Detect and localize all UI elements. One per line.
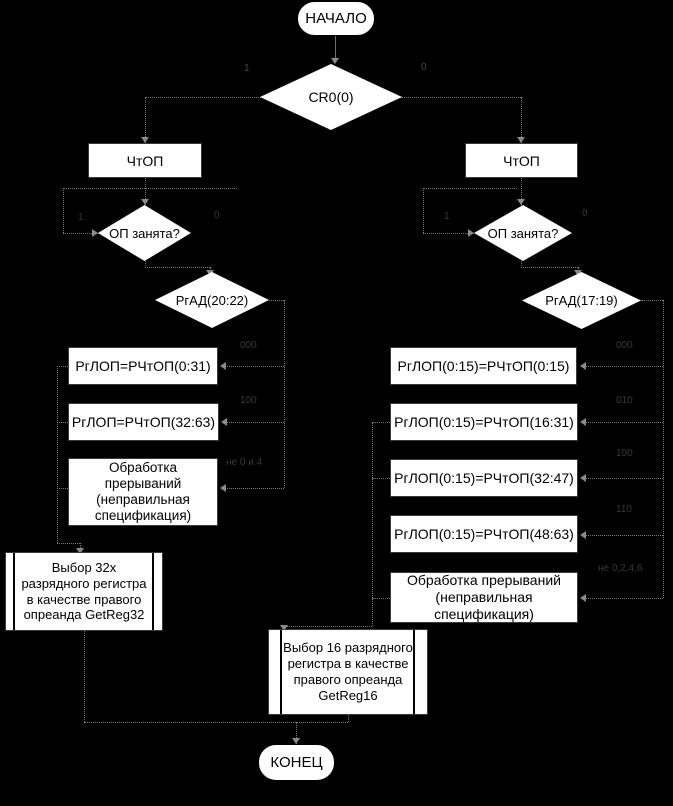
edge-label-l-case2: 100: [240, 395, 257, 406]
connector: [284, 300, 285, 488]
decision-rgad-left-label: РгАД(20:22): [175, 292, 249, 308]
arrowhead: [220, 484, 226, 492]
predefined-getreg32: [5, 552, 163, 631]
process-l-box2: [68, 403, 219, 441]
start-label: НАЧАЛО: [305, 10, 367, 27]
connector: [269, 300, 284, 301]
predefined-getreg16: [268, 629, 428, 715]
edge-label-r-case1: 000: [616, 340, 633, 351]
edge-label-r-case2: 010: [616, 395, 633, 406]
arrowhead: [580, 362, 586, 370]
process-l-box1: [68, 347, 218, 385]
process-r-box3: [390, 459, 578, 497]
arrowhead: [220, 362, 226, 370]
edge-label-busy-left-no: 0: [214, 210, 220, 221]
arrowhead: [580, 531, 586, 539]
process-chtop-right-label: ЧтОП: [503, 152, 540, 169]
process-chtop-right: [465, 143, 578, 178]
double-bar: [413, 630, 415, 714]
edge-label-r-other: не 0,2,4,6: [598, 563, 643, 574]
connector: [372, 478, 390, 479]
connector: [663, 300, 664, 598]
double-bar: [280, 630, 282, 714]
connector: [145, 267, 210, 268]
process-r-box4-label: РгЛОП(0:15)=РЧтОП(48:63): [394, 526, 574, 542]
connector: [582, 478, 663, 479]
process-r-interrupt-label: Обработка прерываний (неправильная спецификация): [407, 572, 561, 622]
process-chtop-left-label: ЧтОП: [126, 152, 164, 169]
connector: [222, 366, 284, 367]
connector: [641, 300, 663, 301]
edge-label-busy-left-yes: 1: [78, 212, 84, 223]
connector: [348, 715, 349, 722]
arrowhead: [221, 418, 227, 426]
decision-busy-left: [98, 205, 191, 261]
connector: [582, 422, 663, 423]
process-r-box1-label: РгЛОП(0:15)=РЧтОП(0:15): [397, 358, 570, 374]
connector: [401, 97, 521, 98]
end-label: КОНЕЦ: [270, 754, 323, 771]
connector: [145, 97, 261, 98]
connector: [423, 188, 517, 189]
edge-label-cr0-left: 1: [244, 63, 250, 74]
process-r-box1: [390, 347, 577, 385]
process-r-box2-label: РгЛОП(0:15)=РЧтОП(16:31): [394, 414, 574, 430]
decision-cr0-label: CR0(0): [308, 89, 354, 105]
connector: [84, 631, 85, 722]
decision-rgad-right: [522, 272, 641, 329]
connector: [223, 422, 284, 423]
connector: [57, 543, 80, 544]
connector: [521, 267, 578, 268]
process-r-box3-label: РгЛОП(0:15)=РЧтОП(32:47): [394, 470, 574, 486]
process-l-box2-label: РгЛОП=РЧтОП(32:63): [71, 414, 216, 430]
double-bar: [13, 553, 15, 630]
predefined-getreg16-label: Выбор 16 разрядного регистра в качестве правого опреанда GetReg16: [283, 640, 413, 703]
connector: [57, 366, 68, 367]
connector: [57, 366, 58, 543]
decision-busy-right: [474, 205, 572, 261]
process-r-box4: [390, 515, 578, 553]
connector: [284, 626, 372, 627]
connector: [582, 535, 663, 536]
edge-label-r-case4: 110: [616, 504, 632, 515]
connector: [372, 422, 373, 626]
start-terminator: [297, 1, 375, 36]
process-l-interrupt-label: Обработка прерываний (неправильная спецификация): [94, 460, 192, 523]
arrowhead: [580, 474, 586, 482]
process-r-interrupt: [390, 572, 578, 623]
predefined-getreg32-label: Выбор 32х разрядного регистра в качестве правого опреанда GetReg32: [21, 559, 147, 623]
connector: [57, 422, 68, 423]
edge-label-l-other: не 0 и 4: [226, 457, 263, 468]
connector: [63, 188, 64, 233]
edge-label-cr0-right: 0: [421, 62, 427, 73]
connector: [372, 422, 390, 423]
connector: [57, 488, 68, 489]
connector: [582, 366, 663, 367]
process-l-box1-label: РгЛОП=РЧтОП(0:31): [75, 358, 211, 374]
edge-label-busy-right-no: 0: [582, 208, 588, 219]
process-l-interrupt: [68, 458, 218, 526]
decision-busy-right-label: ОП занята?: [487, 225, 559, 241]
edge-label-l-case1: 000: [240, 340, 257, 351]
connector: [423, 188, 424, 233]
connector: [582, 598, 663, 599]
arrowhead: [580, 594, 586, 602]
decision-rgad-right-label: РгАД(17:19): [545, 293, 618, 308]
edge-label-busy-right-yes: 1: [444, 211, 450, 222]
connector: [222, 488, 284, 489]
process-chtop-left: [88, 143, 202, 178]
arrowhead: [580, 418, 586, 426]
connector: [84, 722, 348, 723]
connector: [372, 598, 390, 599]
connector: [423, 233, 474, 234]
process-r-box2: [390, 403, 578, 441]
decision-busy-left-label: ОП занята?: [109, 225, 180, 241]
connector: [63, 188, 237, 189]
decision-rgad-left: [155, 272, 269, 328]
double-bar: [152, 553, 154, 630]
end-terminator: [258, 744, 335, 781]
decision-cr0: [260, 64, 402, 130]
edge-label-r-case3: 100: [616, 448, 633, 459]
